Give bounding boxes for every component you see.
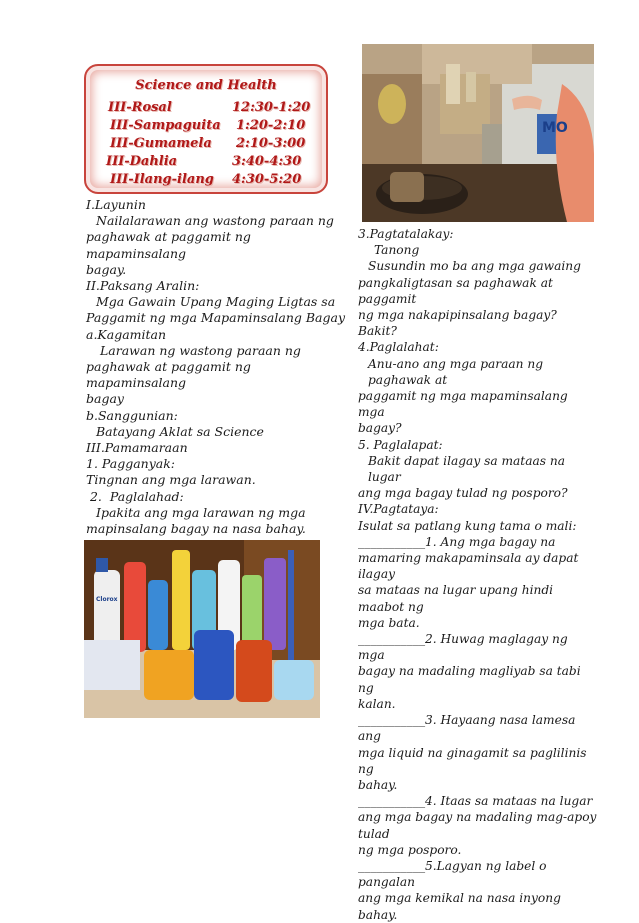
text-line: bahay. (358, 777, 398, 792)
box-label: MO (542, 120, 568, 136)
text-line: b.Sanggunian: (86, 407, 178, 423)
bottle-label: Clorox (96, 596, 118, 603)
text-line: Bakit dapat ilagay sa mataas na lugar (368, 453, 565, 485)
text-line: ___________1. Ang mga bagay na (358, 534, 556, 549)
text-line: Nailalarawan ang wastong paraan ng (96, 213, 334, 229)
schedule-time: 12:30-1:20 (232, 100, 311, 115)
text-line: sa mataas na lugar upang hindi maabot ng (358, 583, 554, 614)
text-line: Mga Gawain Upang Maging Ligtas sa (96, 294, 336, 310)
text-line: I.Layunin (86, 197, 146, 212)
text-line: pangkaligtasan sa paghawak at paggamit (358, 275, 553, 306)
text-line: bagay. (86, 261, 127, 277)
text-line: ang mga bagay tulad ng posporo? (358, 486, 568, 501)
schedule-section: III-Rosal (108, 100, 172, 115)
schedule-row (108, 100, 316, 120)
products-photo (84, 540, 320, 718)
text-line: paghawak at paggamit ng mapaminsalang (86, 229, 251, 261)
kitchen-photo (362, 44, 594, 222)
text-line: bagay (86, 391, 124, 407)
text-line: paghawak at paggamit ng mapaminsalang (86, 359, 251, 391)
text-line: Larawan ng wastong paraan ng (100, 342, 301, 358)
text-line: Susundin mo ba ang mga gawaing (368, 259, 581, 274)
text-line: 5. Paglalapat: (358, 437, 443, 452)
text-line: Tanong (374, 243, 420, 258)
text-line: IV.Pagtataya: (358, 502, 439, 517)
text-line: ang mga bagay na madaling mag-apoy tulad (358, 810, 597, 841)
schedule-time: 4:30-5:20 (232, 172, 302, 187)
text-line: Paggamit ng mga Mapaminsalang Bagay (86, 310, 346, 326)
text-line: bagay na madaling magliyab sa tabi ng (358, 664, 581, 695)
text-line: bagay? (358, 421, 402, 436)
schedule-time: 3:40-4:30 (232, 154, 302, 169)
text-line: mga bata. (358, 615, 420, 630)
schedule-time: 1:20-2:10 (236, 118, 306, 133)
schedule-title: Science and Health (135, 78, 277, 93)
text-line: ang mga kemikal na nasa inyong bahay. (358, 891, 561, 922)
text-line: 4.Paglalahat: (358, 340, 439, 355)
text-line: ng mga nakapipinsalang bagay? Bakit? (358, 308, 557, 339)
text-line: Ipakita ang mga larawan ng mga (96, 504, 306, 520)
text-line: Batayang Aklat sa Science (96, 423, 264, 439)
text-line: mamaring makapaminsala ay dapat ilagay (358, 551, 579, 582)
text-line: mga liquid na ginagamit sa paglilinis ng (358, 745, 587, 776)
text-line: III.Pamamaraan (86, 440, 188, 456)
products-photo-art (84, 540, 320, 718)
schedule-section: III-Dahlia (106, 154, 178, 169)
schedule-row (110, 118, 316, 138)
text-line: mapinsalang bagay na nasa bahay. (86, 521, 306, 537)
schedule-row (110, 136, 316, 156)
text-line: ___________5.Lagyan ng label o pangalan (358, 858, 547, 890)
text-line: paggamit ng mga mapaminsalang mga (358, 389, 568, 420)
text-line: 1. Pagganyak: (86, 456, 176, 472)
right-column (358, 226, 598, 923)
schedule-box (84, 64, 328, 194)
schedule-section: III-Gumamela (110, 136, 212, 151)
text-line: ___________2. Huwag maglagay ng mga (358, 632, 568, 663)
schedule-time: 2:10-3:00 (236, 136, 306, 151)
left-column (86, 197, 348, 553)
text-line: a.Kagamitan (86, 326, 167, 342)
schedule-row (106, 154, 316, 174)
text-line: II.Paksang Aralin: (86, 278, 200, 294)
schedule-row (110, 172, 316, 192)
schedule-section: III-Sampaguita (110, 118, 221, 133)
text-line: Anu-ano ang mga paraan ng paghawak at (368, 356, 544, 387)
text-line: 2. Paglalahad: (86, 488, 184, 504)
text-line: ng mga posporo. (358, 842, 462, 857)
text-line: ___________4. Itaas sa mataas na lugar (358, 794, 593, 809)
text-line: Tingnan ang mga larawan. (86, 472, 256, 488)
text-line: kalan. (358, 696, 396, 711)
text-line: Isulat sa patlang kung tama o mali: (358, 518, 577, 533)
text-line: 3.Pagtatalakay: (358, 227, 454, 241)
text-line: ___________3. Hayaang nasa lamesa ang (358, 713, 576, 744)
schedule-section: III-Ilang-ilang (110, 172, 214, 187)
